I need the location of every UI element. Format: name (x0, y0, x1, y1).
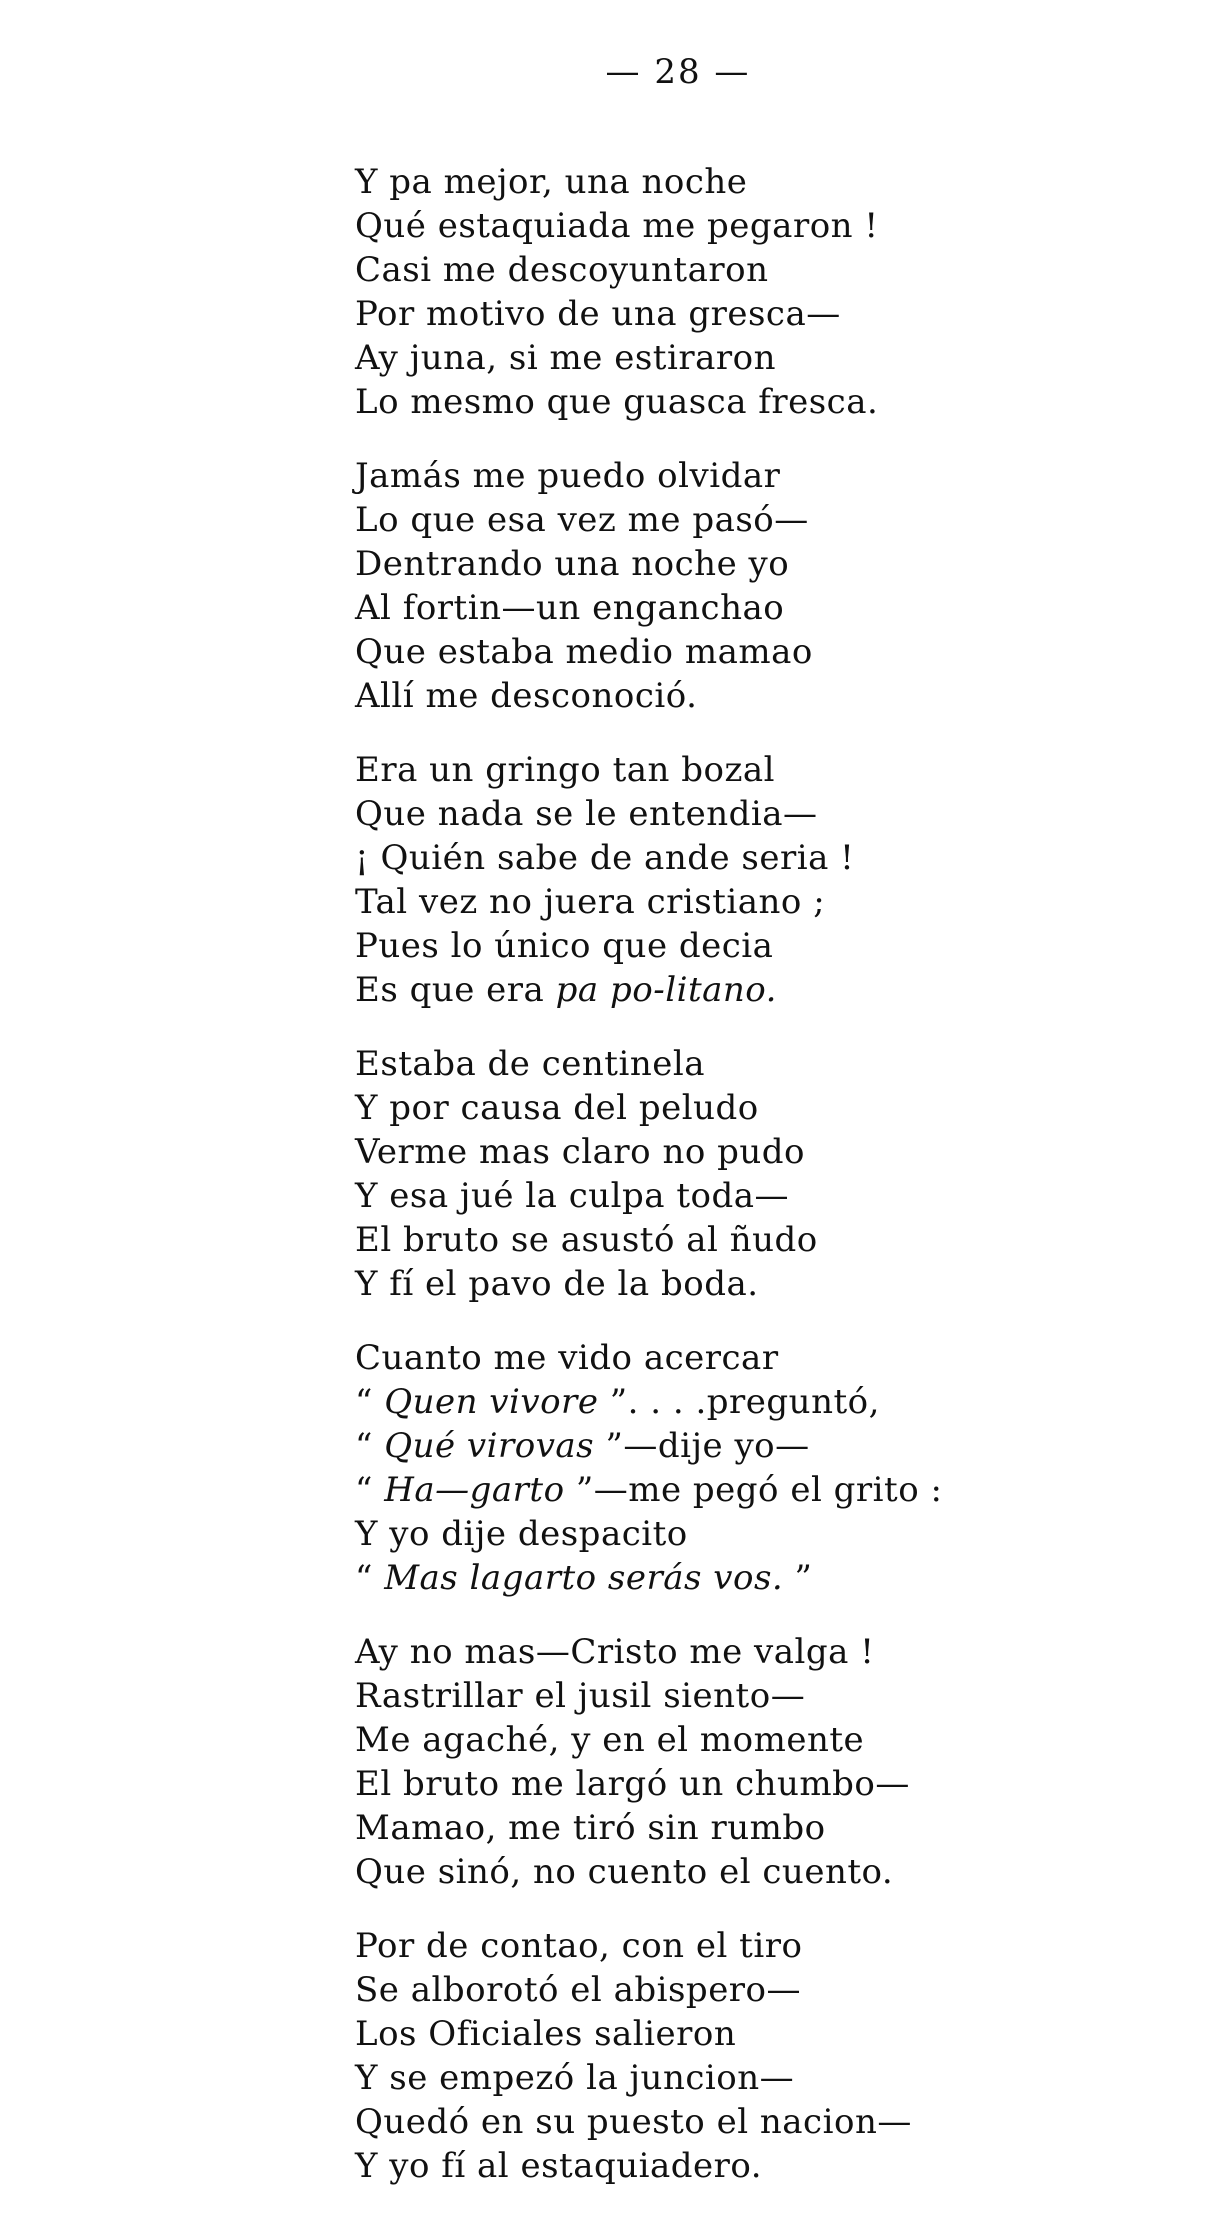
verse-text: ”—me pegó el grito : (564, 1470, 943, 1510)
verse-line: Dentrando una noche yo (355, 544, 790, 584)
verse-line: Y yo fí al estaquiadero. (355, 2146, 763, 2186)
verse-text: ”—dije yo— (594, 1426, 810, 1466)
verse-line: Y fí el pavo de la boda. (355, 1264, 759, 1304)
verse-line: Quedó en su puesto el nacion— (355, 2102, 912, 2142)
verse-line: Y pa mejor, una noche (355, 162, 748, 202)
stanza-7 (355, 1924, 1175, 2188)
page-number: — 28 — (605, 52, 751, 92)
verse-line: El bruto me largó un chumbo— (355, 1764, 910, 1804)
stanza-3 (355, 748, 1175, 1012)
verse-line: Al fortin—un enganchao (355, 588, 785, 628)
stanza-6 (355, 1630, 1175, 1894)
verse-line: Casi me descoyuntaron (355, 250, 769, 290)
verse-line: Mamao, me tiró sin rumbo (355, 1808, 826, 1848)
verse-line: Que estaba medio mamao (355, 632, 813, 672)
verse-line (355, 1380, 1175, 1424)
verse-line (355, 1468, 1175, 1512)
verse-line: Jamás me puedo olvidar (355, 456, 781, 496)
stanza-1 (355, 160, 1175, 424)
verse-line: Cuanto me vido acercar (355, 1338, 779, 1378)
verse-line: Allí me desconoció. (355, 676, 698, 716)
verse-line: Me agaché, y en el momente (355, 1720, 865, 1760)
verse-line: Rastrillar el jusil siento— (355, 1676, 806, 1716)
stanza-5 (355, 1336, 1175, 1600)
verse-line: ¡ Quién sabe de ande seria ! (355, 838, 855, 878)
verse-line: Tal vez no juera cristiano ; (355, 882, 826, 922)
open-quote: “ (355, 1426, 385, 1466)
verse-line (355, 1556, 1175, 1600)
poem-body (355, 160, 1175, 2218)
verse-line: Verme mas claro no pudo (355, 1132, 806, 1172)
open-quote: “ (355, 1382, 385, 1422)
verse-line: Que nada se le entendia— (355, 794, 818, 834)
verse-line: Por motivo de una gresca— (355, 294, 841, 334)
stanza-4 (355, 1042, 1175, 1306)
verse-line: Ay juna, si me estiraron (355, 338, 776, 378)
verse-line: El bruto se asustó al ñudo (355, 1220, 818, 1260)
stanza-2 (355, 454, 1175, 718)
verse-line: Ay no mas—Cristo me valga ! (355, 1632, 875, 1672)
quoted-speech: Ha—garto (384, 1470, 565, 1510)
quoted-speech: Mas lagarto serás vos. (384, 1558, 784, 1598)
verse-line: Lo mesmo que guasca fresca. (355, 382, 879, 422)
verse-line: Lo que esa vez me pasó— (355, 500, 809, 540)
verse-line: Pues lo único que decia (355, 926, 774, 966)
verse-line: Se alborotó el abispero— (355, 1970, 802, 2010)
open-quote: “ (355, 1470, 385, 1510)
verse-line: Que sinó, no cuento el cuento. (355, 1852, 894, 1892)
verse-text: ”. . . .preguntó, (598, 1382, 880, 1422)
quoted-speech: Quen vivore (384, 1382, 599, 1422)
italic-word: pa po-litano. (555, 970, 777, 1010)
verse-line: Los Oficiales salieron (355, 2014, 737, 2054)
close-quote: ” (783, 1558, 813, 1598)
open-quote: “ (355, 1558, 385, 1598)
verse-line: Y yo dije despacito (355, 1514, 688, 1554)
verse-line (355, 968, 1175, 1012)
verse-text: Es que era (355, 970, 556, 1010)
verse-line: Y por causa del peludo (355, 1088, 759, 1128)
verse-line: Era un gringo tan bozal (355, 750, 776, 790)
verse-line: Y esa jué la culpa toda— (355, 1176, 790, 1216)
quoted-speech: Qué virovas (384, 1426, 595, 1466)
verse-line: Por de contao, con el tiro (355, 1926, 803, 1966)
verse-line: Qué estaquiada me pegaron ! (355, 206, 879, 246)
verse-line: Estaba de centinela (355, 1044, 705, 1084)
verse-line: Y se empezó la juncion— (355, 2058, 795, 2098)
verse-line (355, 1424, 1175, 1468)
